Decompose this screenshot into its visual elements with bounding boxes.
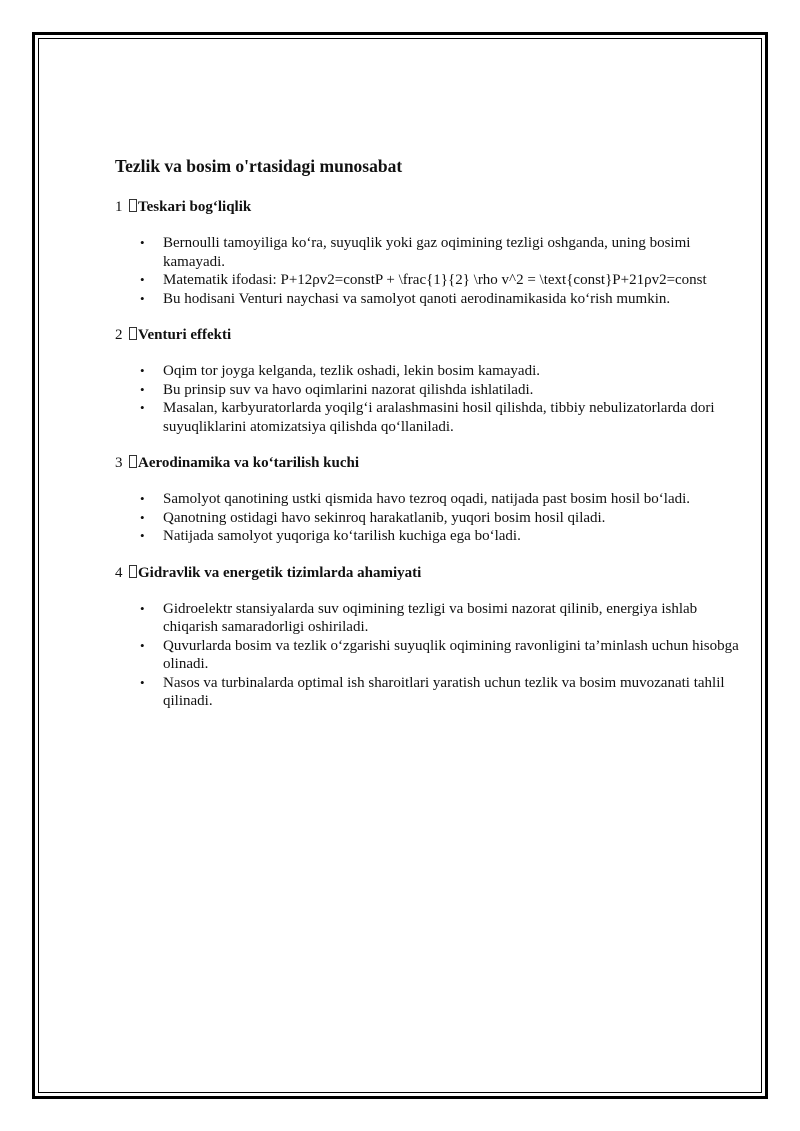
bullet-list-4 bbox=[115, 600, 740, 711]
bullet-icon: • bbox=[140, 509, 145, 525]
bullet-list-3 bbox=[115, 490, 740, 546]
bullet-icon: • bbox=[140, 528, 145, 543]
list-item-text: Quvurlarda bosim va tezlik o‘zgarishi suyuqlik oqimining ravonligini ta’minlash uchun hisobga olinadi. bbox=[163, 637, 739, 672]
bullet-icon: • bbox=[140, 363, 145, 378]
list-item-text: Qanotning ostidagi havo sekinroq harakatlanib, yuqori bosim hosil qiladi. bbox=[163, 509, 606, 526]
list-item bbox=[115, 490, 740, 509]
section-title: Gidravlik va energetik tizimlarda ahamiyati bbox=[138, 564, 422, 581]
list-item bbox=[115, 399, 740, 436]
section-number: 1 bbox=[115, 199, 123, 215]
section-title: Venturi effekti bbox=[138, 327, 232, 343]
list-item-text: Masalan, karbyuratorlarda yoqilg‘i aralashmasini hosil qilishda, tibbiy nebulizatorlarda dori suyuqliklarini atomizatsiya qilishda qo‘llaniladi. bbox=[163, 400, 715, 435]
missing-glyph-icon bbox=[129, 199, 137, 212]
bullet-icon: • bbox=[140, 290, 145, 306]
list-item bbox=[115, 290, 740, 309]
list-item-text: Oqim tor joyga kelganda, tezlik oshadi, lekin bosim kamayadi. bbox=[163, 363, 540, 379]
section-title: Teskari bog‘liqlik bbox=[138, 199, 252, 215]
bullet-icon: • bbox=[140, 272, 145, 287]
section-number: 3 bbox=[115, 455, 123, 471]
list-item-text: Nasos va turbinalarda optimal ish sharoitlari yaratish uchun tezlik va bosim muvozanati tahlil qilinadi. bbox=[163, 674, 725, 709]
list-item bbox=[115, 509, 740, 528]
missing-glyph-icon bbox=[129, 565, 137, 578]
bullet-icon: • bbox=[140, 637, 145, 653]
list-item bbox=[115, 527, 740, 546]
list-item-text: Samolyot qanotining ustki qismida havo tezroq oqadi, natijada past bosim hosil bo‘ladi. bbox=[163, 491, 691, 507]
list-item-text: Bernoulli tamoyiliga ko‘ra, suyuqlik yoki gaz oqimining tezligi oshganda, uning bosimi kamayadi. bbox=[163, 235, 691, 270]
bullet-icon: • bbox=[140, 235, 145, 250]
list-item bbox=[115, 637, 740, 674]
bullet-list-1 bbox=[115, 234, 740, 308]
missing-glyph-icon bbox=[129, 327, 137, 340]
section-heading-2 bbox=[115, 325, 740, 345]
document-body bbox=[115, 155, 740, 728]
list-item-text: Matematik ifodasi: P+12ρv2=constP + \frac{1}{2} \rho v^2 = \text{const}P+21​ρv2=const bbox=[163, 272, 707, 288]
bullet-list-2 bbox=[115, 362, 740, 436]
section-title: Aerodinamika va ko‘tarilish kuchi bbox=[138, 455, 360, 471]
list-item bbox=[115, 271, 740, 290]
bullet-icon: • bbox=[140, 400, 145, 415]
document-title: Tezlik va bosim o'rtasidagi munosabat bbox=[115, 156, 403, 176]
section-number: 4 bbox=[115, 564, 123, 581]
section-number: 2 bbox=[115, 327, 123, 343]
list-item bbox=[115, 381, 740, 400]
list-item bbox=[115, 234, 740, 271]
bullet-icon: • bbox=[140, 674, 145, 690]
bullet-icon: • bbox=[140, 491, 145, 506]
section-heading-3 bbox=[115, 453, 740, 473]
list-item bbox=[115, 362, 740, 381]
bullet-icon: • bbox=[140, 381, 145, 397]
list-item-text: Bu prinsip suv va havo oqimlarini nazorat qilishda ishlatiladi. bbox=[163, 381, 534, 398]
list-item bbox=[115, 674, 740, 711]
list-item-text: Gidroelektr stansiyalarda suv oqimining tezligi va bosimi nazorat qilinib, energiya ishlab chiqarish samaradorligi oshiriladi. bbox=[163, 600, 698, 635]
section-heading-1 bbox=[115, 197, 740, 217]
missing-glyph-icon bbox=[129, 455, 137, 468]
section-heading-4 bbox=[115, 563, 740, 583]
bullet-icon: • bbox=[140, 600, 145, 616]
list-item-text: Bu hodisani Venturi naychasi va samolyot qanoti aerodinamikasida ko‘rish mumkin. bbox=[163, 290, 671, 307]
list-item bbox=[115, 600, 740, 637]
list-item-text: Natijada samolyot yuqoriga ko‘tarilish kuchiga ega bo‘ladi. bbox=[163, 528, 521, 544]
